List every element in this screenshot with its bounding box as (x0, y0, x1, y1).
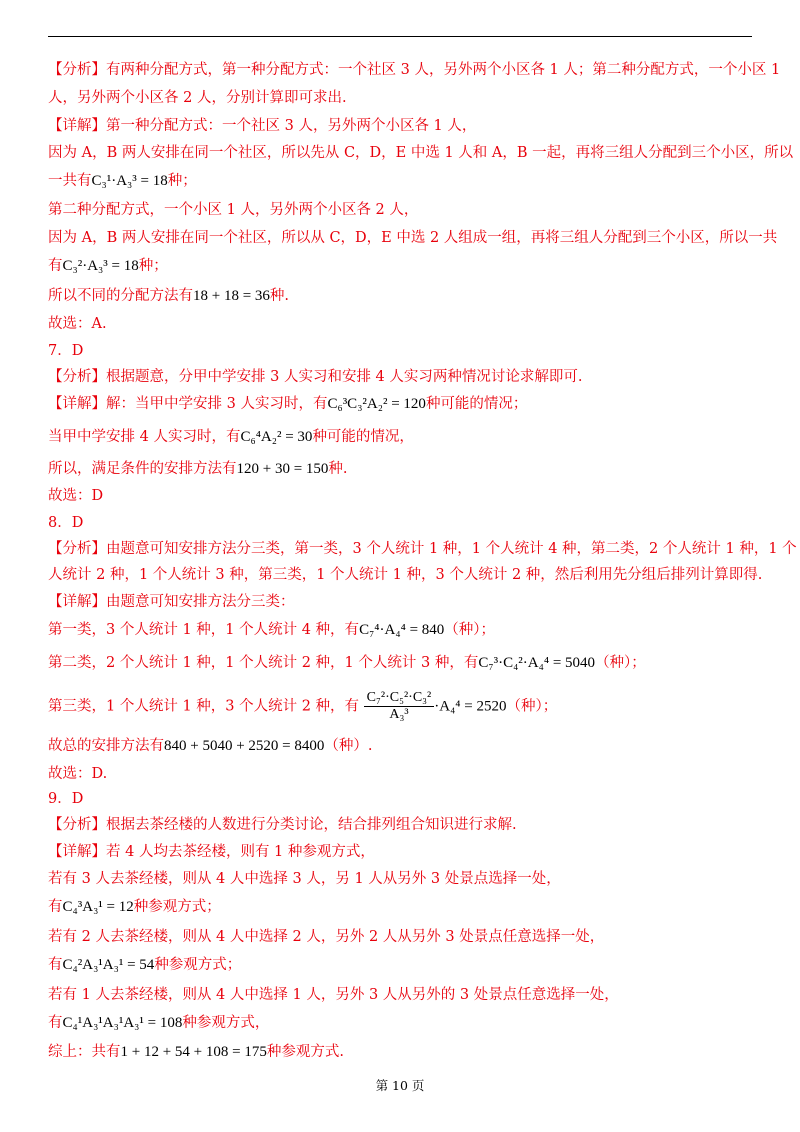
text-line: 因为 A，B 两人安排在同一个社区，所以从 C，D，E 中选 2 人组成一组，再将三组人分配到三个小区，所以一共 (48, 230, 778, 246)
text-line: 故选：D (48, 488, 104, 504)
text-line: 综上：共有1 + 12 + 54 + 108 = 175种参观方式. (48, 1044, 344, 1060)
text-line: 【详解】若 4 人均去茶经楼，则有 1 种参观方式， (48, 844, 375, 860)
text-line: 【详解】解：当甲中学安排 3 人实习时，有C₆³C₃²A₂² = 120种可能的情况； (48, 396, 528, 412)
question-number: 7．D (48, 343, 84, 359)
question-number: 9．D (48, 791, 84, 807)
text-line: 若有 1 人去茶经楼，则从 4 人中选择 1 人，另外 3 人从另外的 3 处景点任意选择一处， (48, 987, 619, 1003)
header-rule (48, 36, 752, 37)
text-line: 当甲中学安排 4 人实习时，有C₆⁴A₂² = 30种可能的情况， (48, 429, 414, 445)
text-line: 有C₃²·A₃³ = 18种； (48, 258, 168, 274)
text-line: 第一类，3 个人统计 1 种，1 个人统计 4 种，有C₇⁴·A₄⁴ = 840（种）； (48, 622, 496, 638)
text-line: 第二种分配方式，一个小区 1 人，另外两个小区各 2 人， (48, 202, 419, 218)
text-line: 【分析】根据去茶经楼的人数进行分类讨论，结合排列组合知识进行求解. (48, 817, 517, 833)
text-line: 有C₄³A₃¹ = 12种参观方式； (48, 899, 221, 915)
text-line: 故选：D. (48, 766, 108, 782)
text-line: 因为 A，B 两人安排在同一个社区，所以先从 C，D，E 中选 1 人和 A，B 一起，再将三组人分配到三个小区，所以 (48, 145, 794, 161)
text-line: 故选：A. (48, 316, 107, 332)
text-line: 【分析】根据题意，分甲中学安排 3 人实习和安排 4 人实习两种情况讨论求解即可. (48, 369, 583, 385)
text-line: 一共有C₃¹·A₃³ = 18种； (48, 173, 197, 189)
text-line: 若有 3 人去茶经楼，则从 4 人中选择 3 人，另 1 人从另外 3 处景点选择一处， (48, 871, 561, 887)
text-line: 人统计 2 种，1 个人统计 3 种，第三类，1 个人统计 1 种，3 个人统计 2 种，然后利用先分组后排列计算即得. (48, 567, 763, 583)
text-line: 第三类，1 个人统计 1 种，3 个人统计 2 种，有 $\frac{\text{C₇²·C₅²·C₃²}}{\text{A₃³}}$ ·A₄⁴ = 2520（种）； (48, 690, 558, 722)
text-line: 所以，满足条件的安排方法有120 + 30 = 150种. (48, 461, 348, 477)
text-line: 所以不同的分配方法有18 + 18 = 36种. (48, 288, 290, 304)
text-line: 故总的安排方法有840 + 5040 + 2520 = 8400（种）. (48, 738, 373, 754)
text-line: 有C₄²A₃¹A₃¹ = 54种参观方式； (48, 957, 242, 973)
text-line: 【详解】由题意可知安排方法分三类： (48, 594, 295, 610)
text-line: 【详解】第一种分配方式：一个社区 3 人，另外两个小区各 1 人， (48, 118, 477, 134)
fraction: $\frac{\text{C₇²·C₅²·C₃²}}{\text{A₃³}}$ (364, 690, 435, 723)
text-line: 【分析】有两种分配方式，第一种分配方式：一个社区 3 人，另外两个小区各 1 人；第二种分配方式，一个小区 1 (48, 62, 781, 78)
text-line: 人，另外两个小区各 2 人，分别计算即可求出. (48, 90, 347, 106)
text-line: 若有 2 人去茶经楼，则从 4 人中选择 2 人，另外 2 人从另外 3 处景点任意选择一处， (48, 929, 605, 945)
question-number: 8．D (48, 515, 84, 531)
text-line: 【分析】由题意可知安排方法分三类，第一类，3 个人统计 1 种，1 个人统计 4 种，第二类，2 个人统计 1 种，1 个 (48, 541, 797, 557)
page-number: 第 10 页 (375, 1078, 425, 1093)
text-line: 有C₄¹A₃¹A₃¹A₃¹ = 108种参观方式， (48, 1015, 270, 1031)
text-line: 第二类，2 个人统计 1 种，1 个人统计 2 种，1 个人统计 3 种，有C₇³·C₄²·A₄⁴ = 5040（种）； (48, 655, 646, 671)
